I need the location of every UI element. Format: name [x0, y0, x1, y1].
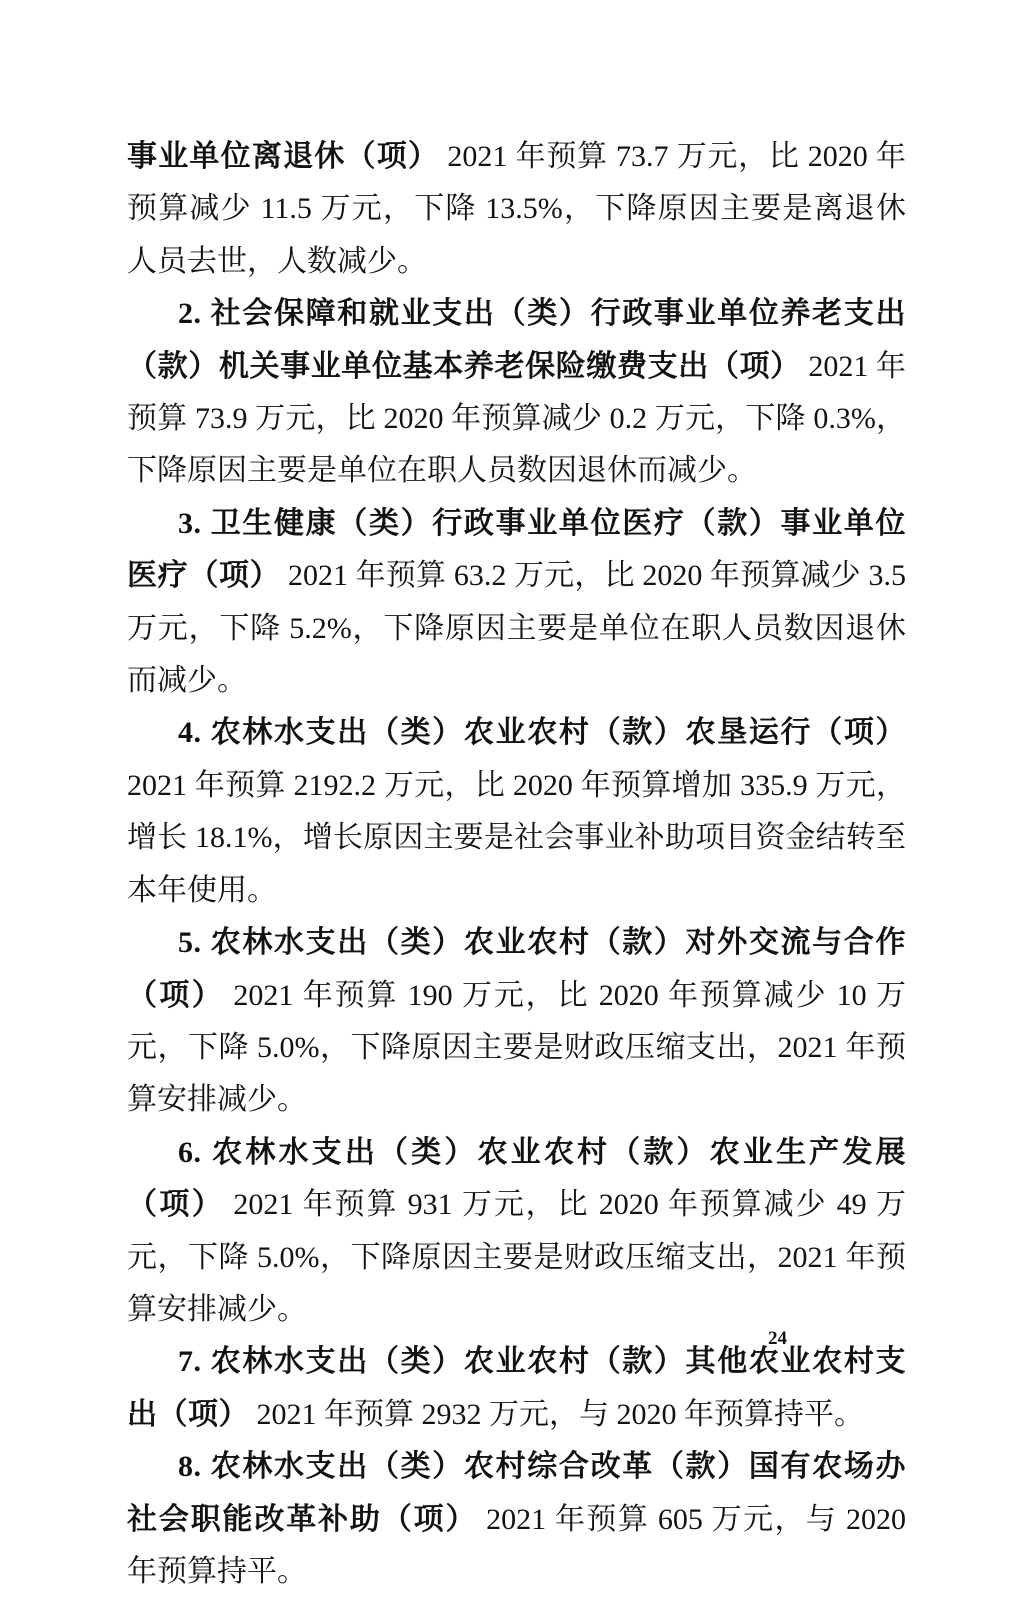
paragraph-8: [127, 1441, 906, 1598]
paragraph-7: [127, 1336, 906, 1441]
paragraph-3-body: 2021 年预算 63.2 万元，比 2020 年预算减少 3.5 万元，下降 5.2%，下降原因主要是单位在职人员数因退休而减少。: [127, 559, 907, 698]
paragraph-8-body: 2021 年预算 605 万元，与 2020 年预算持平。: [127, 1502, 907, 1588]
paragraph-1-title: 事业单位离退休（项）: [127, 140, 440, 173]
paragraph-5: [127, 917, 906, 1127]
paragraph-4-title: 4. 农林水支出（类）农业农村（款）农垦运行（项）: [178, 716, 906, 750]
paragraph-8-title: 8. 农林水支出（类）农村综合改革（款）国有农场办社会职能改革补助（项）: [127, 1450, 906, 1536]
paragraph-2-title: 2. 社会保障和就业支出（类）行政事业单位养老支出（款）机关事业单位基本养老保险缴费支出（项）: [127, 297, 906, 383]
paragraph-4: [127, 707, 906, 917]
page-number: 24: [768, 1328, 787, 1349]
paragraph-2-body: 2021 年预算 73.9 万元，比 2020 年预算减少 0.2 万元，下降 0.3%，下降原因主要是单位在职人员数因退休而减少。: [127, 349, 906, 488]
paragraph-5-body: 2021 年预算 190 万元，比 2020 年预算减少 10 万元，下降 5.0%，下降原因主要是财政压缩支出，2021 年预算安排减少。: [127, 978, 907, 1117]
paragraph-6-body: 2021 年预算 931 万元，比 2020 年预算减少 49 万元，下降 5.0%，下降原因主要是财政压缩支出，2021 年预算安排减少。: [127, 1188, 907, 1326]
paragraph-6: [127, 1127, 906, 1337]
paragraph-3: [127, 498, 906, 708]
paragraph-7-title: 7. 农林水支出（类）农业农村（款）其他农业农村支出（项）: [127, 1345, 906, 1431]
paragraph-1: [127, 131, 906, 288]
paragraph-1-body: 2021 年预算 73.7 万元，比 2020 年预算减少 11.5 万元，下降 13.5%，下降原因主要是离退休人员去世，人数减少。: [127, 140, 907, 278]
paragraph-4-body: 2021 年预算 2192.2 万元，比 2020 年预算增加 335.9 万元，增长 18.1%，增长原因主要是社会事业补助项目资金结转至本年使用。: [127, 768, 906, 907]
paragraph-2: [127, 288, 906, 498]
paragraph-7-body: 2021 年预算 2932 万元，与 2020 年预算持平。: [249, 1397, 864, 1431]
paragraph-3-title: 3. 卫生健康（类）行政事业单位医疗（款）事业单位医疗（项）: [127, 506, 906, 593]
text-block: [127, 131, 906, 1598]
paragraph-5-title: 5. 农林水支出（类）农业农村（款）对外交流与合作（项）: [127, 926, 906, 1012]
paragraph-6-title: 6. 农林水支出（类）农业农村（款）农业生产发展（项）: [127, 1135, 906, 1222]
